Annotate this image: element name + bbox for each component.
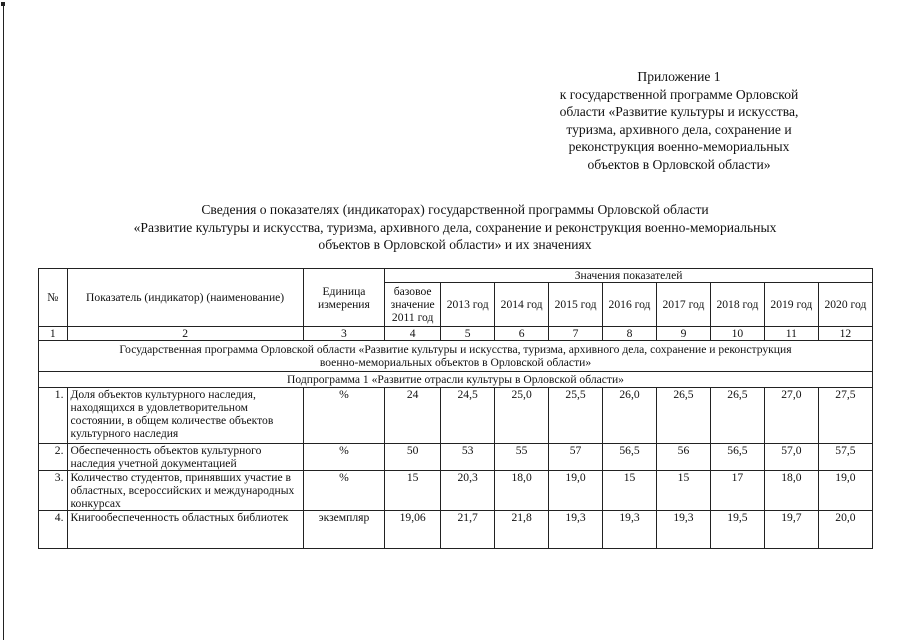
program-title: Государственная программа Орловской области «Развитие культуры и искусства, туризма, архивного дела, сохранение и реконструкция военно-мемориальных объектов в Орловской области» <box>39 341 873 372</box>
row-indicator-name: Количество студентов, принявших участие в областных, всероссийских и международных конкурсах <box>67 471 303 511</box>
row-year-value: 24,5 <box>441 388 495 444</box>
row-year-value: 57,0 <box>764 444 818 471</box>
header-values-group: Значения показателей <box>385 269 873 283</box>
row-year-value: 56,5 <box>710 444 764 471</box>
table-row <box>39 471 873 511</box>
row-index: 4. <box>39 511 68 549</box>
row-year-value: 19,3 <box>656 511 710 549</box>
column-number: 7 <box>549 327 603 341</box>
header-year: 2016 год <box>603 283 657 327</box>
row-year-value: 25,0 <box>495 388 549 444</box>
header-year: 2020 год <box>818 283 872 327</box>
row-year-value: 21,7 <box>441 511 495 549</box>
row-unit: % <box>303 388 384 444</box>
header-year: 2018 год <box>710 283 764 327</box>
column-number: 8 <box>603 327 657 341</box>
subprogram-row <box>39 372 873 388</box>
row-index: 2. <box>39 444 68 471</box>
header-year: 2017 год <box>656 283 710 327</box>
row-indicator-name: Книгообеспеченность областных библиотек <box>67 511 303 549</box>
row-year-value: 15 <box>656 471 710 511</box>
row-year-value: 57 <box>549 444 603 471</box>
row-year-value: 26,0 <box>603 388 657 444</box>
appendix-note <box>548 68 810 173</box>
column-number: 9 <box>656 327 710 341</box>
row-year-value: 20,3 <box>441 471 495 511</box>
column-number: 2 <box>67 327 303 341</box>
row-unit: экземпляр <box>303 511 384 549</box>
row-year-value: 57,5 <box>818 444 872 471</box>
title-line: объектов в Орловской области» и их значениях <box>318 237 592 252</box>
column-number: 1 <box>39 327 68 341</box>
table-row <box>39 444 873 471</box>
header-num: № <box>39 269 68 327</box>
row-year-value: 20,0 <box>818 511 872 549</box>
row-base-value: 15 <box>385 471 441 511</box>
row-year-value: 19,0 <box>818 471 872 511</box>
row-indicator-name: Доля объектов культурного наследия, находящихся в удовлетворительном состоянии, в общем количестве объектов культурного наследия <box>67 388 303 444</box>
row-year-value: 21,8 <box>495 511 549 549</box>
title-line: «Развитие культуры и искусства, туризма, архивного дела, сохранение и реконструкция военно-мемориальных <box>133 219 777 235</box>
row-year-value: 26,5 <box>710 388 764 444</box>
table-row <box>39 388 873 444</box>
row-year-value: 56 <box>656 444 710 471</box>
document-title <box>60 201 850 254</box>
row-year-value: 15 <box>603 471 657 511</box>
header-indicator: Показатель (индикатор) (наименование) <box>67 269 303 327</box>
row-base-value: 50 <box>385 444 441 471</box>
column-numbers-row <box>39 327 873 341</box>
program-row <box>39 341 873 372</box>
row-year-value: 19,7 <box>764 511 818 549</box>
appendix-line: Приложение 1 <box>637 69 721 84</box>
row-year-value: 25,5 <box>549 388 603 444</box>
row-indicator-name: Обеспеченность объектов культурного наследия учетной документацией <box>67 444 303 471</box>
appendix-line: объектов в Орловской области» <box>587 156 771 172</box>
column-number: 3 <box>303 327 384 341</box>
row-year-value: 56,5 <box>603 444 657 471</box>
row-year-value: 53 <box>441 444 495 471</box>
margin-rule <box>3 6 4 640</box>
row-year-value: 19,3 <box>549 511 603 549</box>
row-index: 1. <box>39 388 68 444</box>
appendix-line: туризма, архивного дела, сохранение и <box>566 121 792 137</box>
row-year-value: 27,0 <box>764 388 818 444</box>
row-year-value: 18,0 <box>764 471 818 511</box>
header-year: 2019 год <box>764 283 818 327</box>
row-unit: % <box>303 444 384 471</box>
column-number: 12 <box>818 327 872 341</box>
row-year-value: 19,0 <box>549 471 603 511</box>
row-index: 3. <box>39 471 68 511</box>
header-base: базовое значение 2011 год <box>385 283 441 327</box>
header-year: 2015 год <box>549 283 603 327</box>
row-year-value: 26,5 <box>656 388 710 444</box>
column-number: 6 <box>495 327 549 341</box>
title-line: Сведения о показателях (индикаторах) государственной программы Орловской области <box>201 202 709 217</box>
appendix-line: к государственной программе Орловской <box>559 86 799 102</box>
row-year-value: 19,5 <box>710 511 764 549</box>
row-year-value: 55 <box>495 444 549 471</box>
row-year-value: 27,5 <box>818 388 872 444</box>
header-year: 2013 год <box>441 283 495 327</box>
header-unit: Единица измерения <box>303 269 384 327</box>
column-number: 4 <box>385 327 441 341</box>
row-unit: % <box>303 471 384 511</box>
row-year-value: 18,0 <box>495 471 549 511</box>
row-base-value: 19,06 <box>385 511 441 549</box>
column-number: 11 <box>764 327 818 341</box>
appendix-line: области «Развитие культуры и искусства, <box>559 104 799 119</box>
subprogram-title: Подпрограмма 1 «Развитие отрасли культуры в Орловской области» <box>39 372 873 388</box>
header-year: 2014 год <box>495 283 549 327</box>
table-row <box>39 511 873 549</box>
appendix-line: реконструкция военно-мемориальных <box>568 139 790 154</box>
row-base-value: 24 <box>385 388 441 444</box>
row-year-value: 17 <box>710 471 764 511</box>
column-number: 10 <box>710 327 764 341</box>
column-number: 5 <box>441 327 495 341</box>
row-year-value: 19,3 <box>603 511 657 549</box>
indicators-table <box>38 268 873 549</box>
